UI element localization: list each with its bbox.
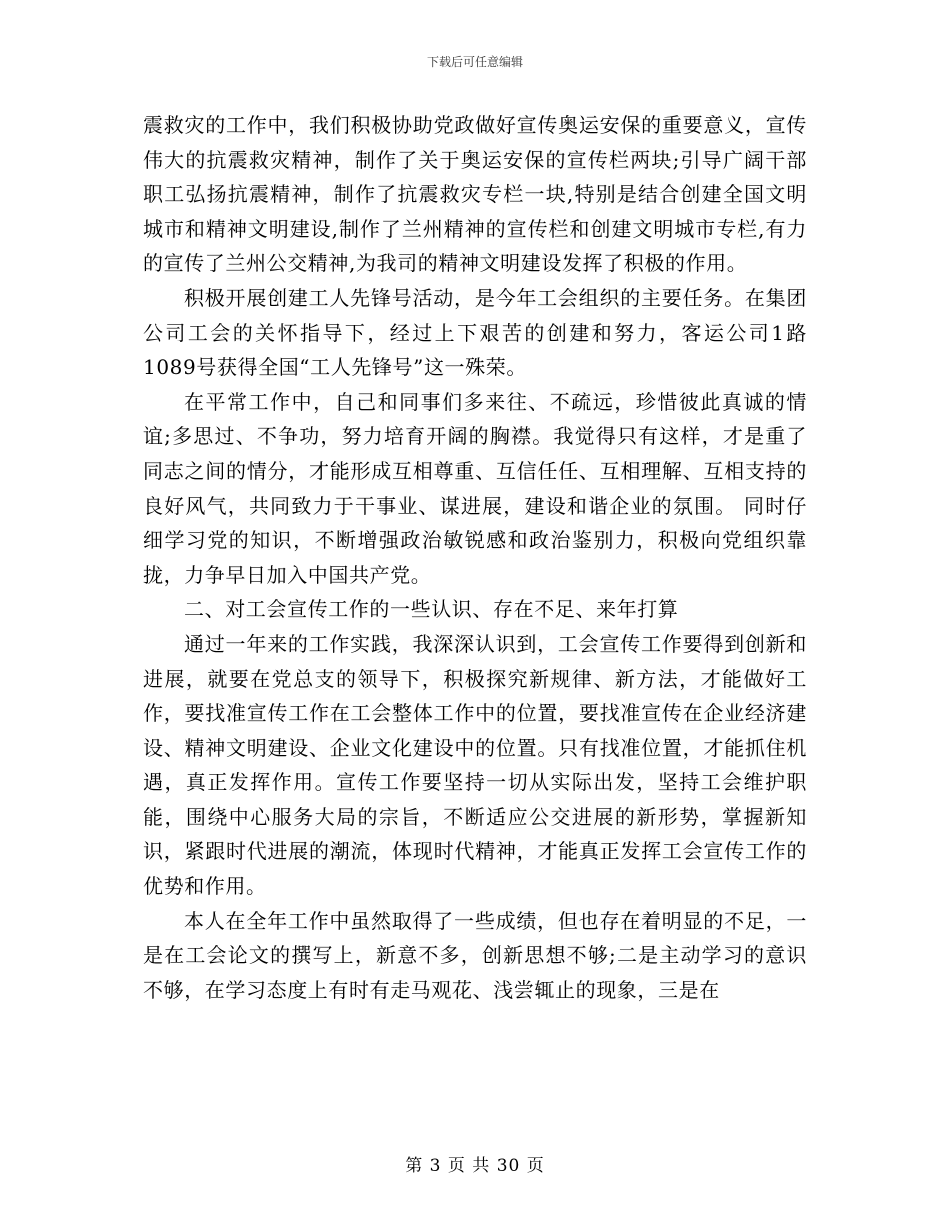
page-header-note: 下载后可任意编辑: [426, 55, 523, 69]
paragraph-5: 本人在全年工作中虽然取得了一些成绩，但也存在着明显的不足，一是在工会论文的撰写上，新意不多，创新思想不够;二是主动学习的意识不够，在学习态度上有时有走马观花、浅尝辄止的现象，三是在: [143, 908, 807, 1002]
paragraph-3: 在平常工作中，自己和同事们多来往、不疏远，珍惜彼此真诚的情谊;多思过、不争功，努力培育开阔的胸襟。我觉得只有这样，才是重了同志之间的情分，才能形成互相尊重、互信任任、互相理解、互相支持的良好风气，共同致力于干事业、谋进展，建设和谐企业的氛围。 同时仔细学习党的知识，不断增强政治敏锐感和政治鉴别力，积极向党组织靠拢，力争早日加入中国共产党。: [143, 389, 807, 587]
page-number-footer: 第 3 页 共 30 页: [405, 1156, 545, 1176]
paragraph-2: 积极开展创建工人先锋号活动，是今年工会组织的主要任务。在集团公司工会的关怀指导下，经过上下艰苦的创建和努力，客运公司1路1089号获得全国“工人先锋号”这一殊荣。: [143, 285, 807, 380]
paragraph-1: 震救灾的工作中，我们积极协助党政做好宣传奥运安保的重要意义，宣传伟大的抗震救灾精神，制作了关于奥运安保的宣传栏两块;引导广阔干部职工弘扬抗震精神，制作了抗震救灾专栏一块,特别是结合创建全国文明城市和精神文明建设,制作了兰州精神的宣传栏和创建文明城市专栏,有力的宣传了兰州公交精神,为我司的精神文明建设发挥了积极的作用。: [143, 113, 807, 276]
paragraph-4: 通过一年来的工作实践，我深深认识到，工会宣传工作要得到创新和进展，就要在党总支的领导下，积极探究新规律、新方法，才能做好工作，要找准宣传工作在工会整体工作中的位置，要找准宣传在企业经济建设、精神文明建设、企业文化建设中的位置。只有找准位置，才能抓住机遇，真正发挥作用。宣传工作要坚持一切从实际出发，坚持工会维护职能，围绕中心服务大局的宗旨，不断适应公交进展的新形势，掌握新知识，紧跟时代进展的潮流，体现时代精神，才能真正发挥工会宣传工作的优势和作用。: [143, 631, 807, 899]
document-body: [143, 108, 807, 1007]
section-heading: 二、对工会宣传工作的一些认识、存在不足、来年打算: [184, 597, 679, 622]
